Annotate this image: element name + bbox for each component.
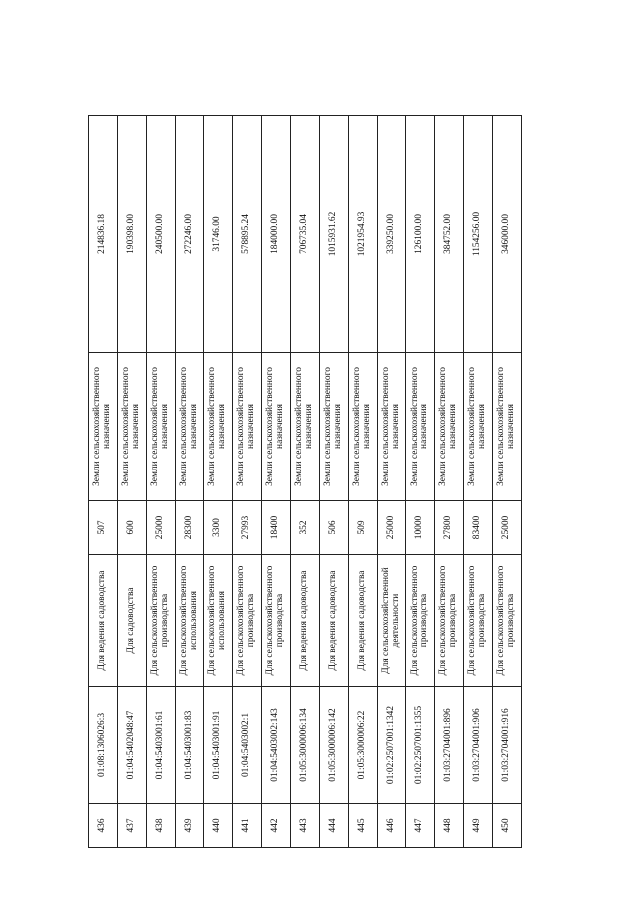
land-parcel-table — [88, 116, 522, 848]
row-number-cell: 438 — [146, 804, 175, 848]
area-cell: 3300 — [204, 501, 233, 555]
permitted-use-cell: Для ведения садоводства — [319, 555, 348, 687]
cadastral-number-cell: 01:05:3000006:134 — [291, 687, 320, 804]
permitted-use-cell: Для ведения садоводства — [291, 555, 320, 687]
row-number-cell: 444 — [319, 804, 348, 848]
permitted-use-cell: Для сельскохозяйственного использования — [204, 555, 233, 687]
cadastral-number-cell: 01:03:2704001:916 — [493, 687, 522, 804]
table-row — [348, 116, 377, 848]
cadastral-number-cell: 01:04:5403001:91 — [204, 687, 233, 804]
table-row — [319, 116, 348, 848]
table-row — [146, 116, 175, 848]
row-number-cell: 448 — [435, 804, 464, 848]
land-category-cell: Земли сельскохозяйственного назначения — [262, 353, 291, 501]
land-category-cell: Земли сельскохозяйственного назначения — [89, 353, 118, 501]
table-row — [262, 116, 291, 848]
land-category-cell: Земли сельскохозяйственного назначения — [406, 353, 435, 501]
land-category-cell: Земли сельскохозяйственного назначения — [291, 353, 320, 501]
permitted-use-cell: Для сельскохозяйственного производства — [406, 555, 435, 687]
cadastral-value-cell: 184000.00 — [262, 116, 291, 353]
permitted-use-cell: Для сельскохозяйственного использования — [175, 555, 204, 687]
table-row — [493, 116, 522, 848]
table-row — [435, 116, 464, 848]
table-row — [117, 116, 146, 848]
area-cell: 506 — [319, 501, 348, 555]
cadastral-value-cell: 346000.00 — [493, 116, 522, 353]
row-number-cell: 446 — [377, 804, 406, 848]
permitted-use-cell: Для ведения садоводства — [89, 555, 118, 687]
row-number-cell: 441 — [233, 804, 262, 848]
table-row — [233, 116, 262, 848]
cadastral-number-cell: 01:05:3000006:142 — [319, 687, 348, 804]
cadastral-number-cell: 01:04:5403001:83 — [175, 687, 204, 804]
land-category-cell: Земли сельскохозяйственного назначения — [175, 353, 204, 501]
area-cell: 25000 — [377, 501, 406, 555]
cadastral-value-cell: 272246.00 — [175, 116, 204, 353]
land-category-cell: Земли сельскохозяйственного назначения — [146, 353, 175, 501]
cadastral-value-cell: 1021954.93 — [348, 116, 377, 353]
cadastral-value-cell: 1015931.62 — [319, 116, 348, 353]
cadastral-number-cell: 01:03:2704001:896 — [435, 687, 464, 804]
table-row — [175, 116, 204, 848]
cadastral-number-cell: 01:05:3000006:22 — [348, 687, 377, 804]
area-cell: 10000 — [406, 501, 435, 555]
area-cell: 25000 — [493, 501, 522, 555]
land-category-cell: Земли сельскохозяйственного назначения — [464, 353, 493, 501]
row-number-cell: 436 — [89, 804, 118, 848]
row-number-cell: 442 — [262, 804, 291, 848]
permitted-use-cell: Для сельскохозяйственной деятельности — [377, 555, 406, 687]
table-row — [406, 116, 435, 848]
permitted-use-cell: Для сельскохозяйственного производства — [435, 555, 464, 687]
land-category-cell: Земли сельскохозяйственного назначения — [493, 353, 522, 501]
row-number-cell: 445 — [348, 804, 377, 848]
cadastral-number-cell: 01:08:1306026:3 — [89, 687, 118, 804]
permitted-use-cell: Для садоводства — [117, 555, 146, 687]
cadastral-value-cell: 578895.24 — [233, 116, 262, 353]
area-cell: 507 — [89, 501, 118, 555]
land-category-cell: Земли сельскохозяйственного назначения — [233, 353, 262, 501]
land-category-cell: Земли сельскохозяйственного назначения — [204, 353, 233, 501]
area-cell: 352 — [291, 501, 320, 555]
cadastral-value-cell: 31746.00 — [204, 116, 233, 353]
permitted-use-cell: Для сельскохозяйственного производства — [146, 555, 175, 687]
permitted-use-cell: Для ведения садоводства — [348, 555, 377, 687]
table-row — [377, 116, 406, 848]
cadastral-number-cell: 01:02:2507001:1342 — [377, 687, 406, 804]
permitted-use-cell: Для сельскохозяйственного производства — [493, 555, 522, 687]
area-cell: 27800 — [435, 501, 464, 555]
cadastral-number-cell: 01:02:2507001:1355 — [406, 687, 435, 804]
cadastral-value-cell: 706735.04 — [291, 116, 320, 353]
row-number-cell: 450 — [493, 804, 522, 848]
area-cell: 18400 — [262, 501, 291, 555]
table-row — [291, 116, 320, 848]
cadastral-number-cell: 01:03:2704001:906 — [464, 687, 493, 804]
cadastral-value-cell: 1154256.00 — [464, 116, 493, 353]
permitted-use-cell: Для сельскохозяйственного производства — [262, 555, 291, 687]
cadastral-value-cell: 214836.18 — [89, 116, 118, 353]
table-row — [89, 116, 118, 848]
area-cell: 28300 — [175, 501, 204, 555]
area-cell: 600 — [117, 501, 146, 555]
row-number-cell: 449 — [464, 804, 493, 848]
land-category-cell: Земли сельскохозяйственного назначения — [117, 353, 146, 501]
table-body — [89, 116, 522, 848]
cadastral-value-cell: 339250.00 — [377, 116, 406, 353]
area-cell: 25000 — [146, 501, 175, 555]
row-number-cell: 437 — [117, 804, 146, 848]
table-row — [204, 116, 233, 848]
row-number-cell: 439 — [175, 804, 204, 848]
land-category-cell: Земли сельскохозяйственного назначения — [319, 353, 348, 501]
cadastral-number-cell: 01:04:5403001:61 — [146, 687, 175, 804]
row-number-cell: 443 — [291, 804, 320, 848]
land-category-cell: Земли сельскохозяйственного назначения — [348, 353, 377, 501]
cadastral-number-cell: 01:04:5403002:1 — [233, 687, 262, 804]
area-cell: 509 — [348, 501, 377, 555]
cadastral-value-cell: 240500.00 — [146, 116, 175, 353]
permitted-use-cell: Для сельскохозяйственного производства — [233, 555, 262, 687]
cadastral-value-cell: 384752.00 — [435, 116, 464, 353]
cadastral-number-cell: 01:04:5403002:143 — [262, 687, 291, 804]
cadastral-value-cell: 126100.00 — [406, 116, 435, 353]
row-number-cell: 447 — [406, 804, 435, 848]
permitted-use-cell: Для сельскохозяйственного производства — [464, 555, 493, 687]
area-cell: 27993 — [233, 501, 262, 555]
row-number-cell: 440 — [204, 804, 233, 848]
land-category-cell: Земли сельскохозяйственного назначения — [435, 353, 464, 501]
land-category-cell: Земли сельскохозяйственного назначения — [377, 353, 406, 501]
cadastral-value-cell: 190398.00 — [117, 116, 146, 353]
area-cell: 83400 — [464, 501, 493, 555]
parcel-table — [88, 115, 522, 848]
cadastral-number-cell: 01:04:5402048:47 — [117, 687, 146, 804]
table-row — [464, 116, 493, 848]
